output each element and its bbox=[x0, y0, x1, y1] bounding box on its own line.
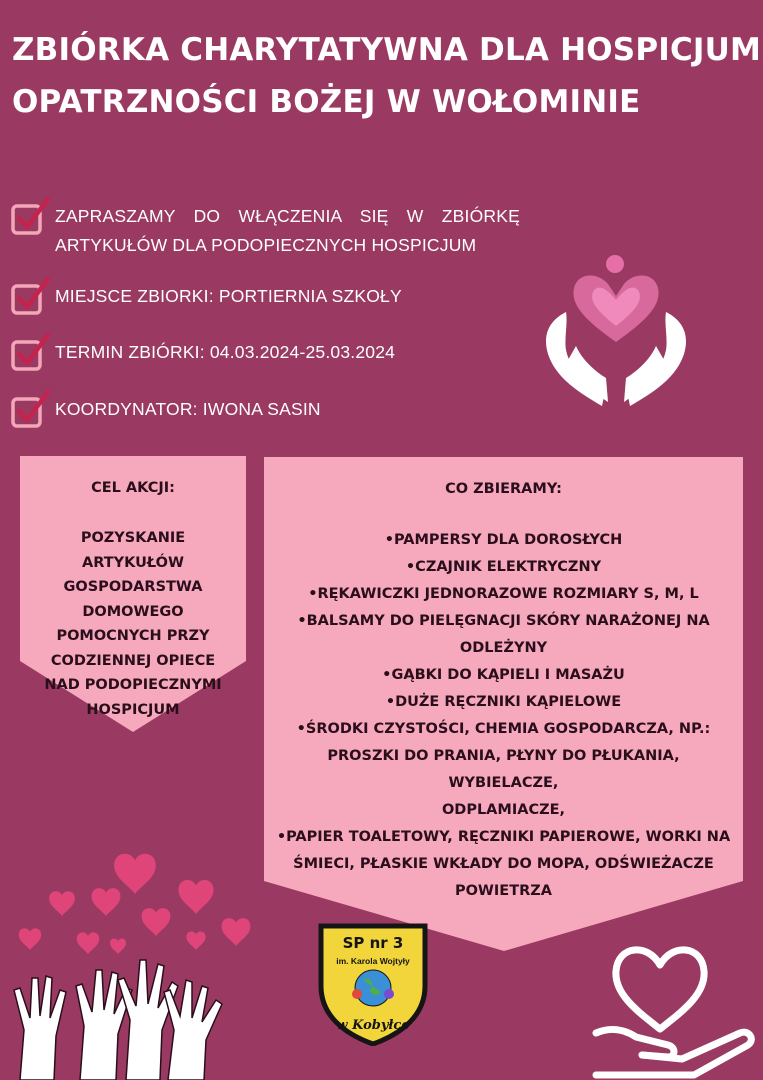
info-text-line-1: ZAPRASZAMY DO WŁĄCZENIA SIĘ W ZBIÓRKĘ bbox=[55, 206, 520, 226]
list-item: ŚMIECI, PŁASKIE WKŁADY DO MOPA, ODŚWIEŻACZE bbox=[293, 856, 714, 872]
badge-school-number: SP nr 3 bbox=[342, 934, 404, 952]
list-item: •RĘKAWICZKI JEDNORAZOWE ROZMIARY S, M, L bbox=[308, 586, 699, 602]
goal-panel bbox=[20, 456, 246, 732]
checkbox-check-icon bbox=[10, 196, 52, 238]
list-item: •BALSAMY DO PIELĘGNACJI SKÓRY NARAŻONEJ NA bbox=[297, 613, 710, 629]
info-text-line-2: ARTYKUŁÓW DLA PODOPIECZNYCH HOSPICJUM bbox=[55, 235, 477, 255]
title-line-2: OPATRZNOŚCI BOŻEJ W WOŁOMINIE bbox=[12, 84, 641, 120]
list-item: PROSZKI DO PRANIA, PŁYNY DO PŁUKANIA, WYBIELACZE, bbox=[327, 748, 680, 791]
list-item: •CZAJNIK ELEKTRYCZNY bbox=[405, 559, 602, 575]
checkbox-check-icon bbox=[10, 276, 52, 318]
info-text: TERMIN ZBIÓRKI: 04.03.2024-25.03.2024 bbox=[55, 342, 396, 362]
badge-patron: im. Karola Wojtyły bbox=[336, 956, 410, 966]
title-line-1: ZBIÓRKA CHARYTATYWNA DLA HOSPICJUM bbox=[12, 32, 762, 68]
list-item: •ŚRODKI CZYSTOŚCI, CHEMIA GOSPODARCZA, NP.: bbox=[296, 721, 711, 737]
goal-heading: CEL AKCJI: bbox=[91, 480, 175, 496]
school-badge bbox=[317, 922, 429, 1046]
list-item: •GĄBKI DO KĄPIELI I MASAŻU bbox=[382, 667, 625, 683]
page-title bbox=[12, 24, 762, 128]
list-item: •PAPIER TOALETOWY, RĘCZNIKI PAPIEROWE, WORKI NA bbox=[276, 829, 731, 845]
checkbox-check-icon bbox=[10, 389, 52, 431]
collect-panel bbox=[264, 457, 743, 951]
badge-town: w Kobyłce bbox=[336, 1018, 410, 1033]
raised-hands-hearts-icon bbox=[0, 840, 270, 1080]
collect-list bbox=[264, 527, 743, 905]
goal-body: POZYSKANIE ARTYKUŁÓW GOSPODARSTWA DOMOWEGO POMOCNYCH PRZY CODZIENNEJ OPIECE NAD PODOPIECZNYMI HOSPICJUM bbox=[44, 530, 222, 718]
list-item: •PAMPERSY DLA DOROSŁYCH bbox=[384, 532, 623, 548]
list-item: ODPLAMIACZE, bbox=[441, 802, 566, 818]
hands-heart-care-icon bbox=[538, 250, 694, 412]
checkbox-check-icon bbox=[10, 332, 52, 374]
info-text bbox=[55, 202, 520, 260]
info-text: KOORDYNATOR: IWONA SASIN bbox=[55, 399, 321, 419]
info-text: MIEJSCE ZBIORKI: PORTIERNIA SZKOŁY bbox=[55, 286, 402, 306]
list-item: POWIETRZA bbox=[454, 883, 553, 899]
collect-heading: CO ZBIERAMY: bbox=[445, 481, 562, 497]
list-item: ODLEŻYNY bbox=[459, 640, 548, 656]
heart-in-hand-icon bbox=[590, 925, 760, 1080]
list-item: •DUŻE RĘCZNIKI KĄPIELOWE bbox=[385, 694, 622, 710]
